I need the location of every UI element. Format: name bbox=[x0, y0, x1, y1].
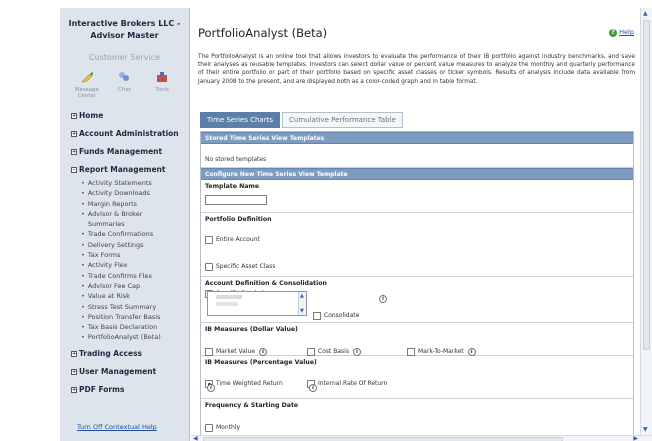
submenu-label: Stress Test Summary bbox=[87, 302, 157, 311]
customer-service-icons bbox=[68, 70, 181, 99]
template-name-row bbox=[201, 180, 633, 213]
chat-icon bbox=[117, 70, 131, 84]
account-title-line1: Interactive Brokers LLC - bbox=[68, 19, 181, 28]
submenu-item-tax-basis-declaration[interactable] bbox=[81, 322, 189, 332]
info-icon[interactable]: i bbox=[468, 348, 476, 356]
help-label: Help bbox=[619, 28, 634, 36]
scroll-thumb[interactable] bbox=[203, 437, 563, 441]
sidebar-item-label: Account Administration bbox=[79, 129, 179, 138]
option-label: Monthly bbox=[216, 424, 241, 431]
option-label: Cost Basis bbox=[318, 348, 349, 355]
sidebar-item-label: User Management bbox=[79, 366, 157, 376]
consolidate-label: Consolidate bbox=[324, 312, 360, 319]
help-link[interactable] bbox=[609, 28, 634, 37]
sidebar-item-label: PDF Forms bbox=[79, 384, 125, 394]
scroll-up-icon[interactable]: ▲ bbox=[300, 293, 304, 299]
option-monthly[interactable] bbox=[205, 417, 629, 435]
submenu-label: Activity Downloads bbox=[87, 189, 150, 198]
percent-measures-row bbox=[201, 356, 633, 399]
submenu-label: Delivery Settings bbox=[87, 240, 144, 249]
turn-off-contextual-help-link[interactable]: Turn Off Contextual Help bbox=[77, 423, 157, 431]
tab-time-series-charts[interactable]: Time Series Charts bbox=[200, 112, 280, 128]
frequency-row bbox=[201, 399, 633, 435]
option-label: Internal Rate Of Return bbox=[318, 380, 388, 387]
account-entry[interactable] bbox=[216, 302, 238, 306]
percent-measures-label: IB Measures (Percentage Value) bbox=[205, 359, 317, 366]
sidebar-item-pdf-forms[interactable] bbox=[60, 383, 189, 401]
sidebar bbox=[60, 8, 190, 441]
scroll-thumb[interactable] bbox=[643, 20, 650, 350]
account-definition-row bbox=[201, 277, 633, 323]
option-label: Entire Account bbox=[216, 236, 260, 243]
expand-icon: + bbox=[72, 149, 77, 155]
template-panel bbox=[200, 131, 634, 435]
submenu-label: Advisor Fee Cap bbox=[87, 281, 141, 290]
collapse-icon: - bbox=[72, 167, 76, 173]
no-stored-templates-text: No stored templates bbox=[205, 156, 267, 163]
main-content bbox=[191, 8, 640, 435]
scroll-left-icon[interactable]: ◀ bbox=[193, 435, 198, 441]
scroll-down-icon[interactable]: ▼ bbox=[300, 308, 304, 314]
consolidate-checkbox[interactable] bbox=[313, 312, 321, 320]
consolidate-option[interactable] bbox=[313, 305, 359, 324]
submenu-label: Trade Confirmations bbox=[87, 230, 154, 239]
sidebar-item-label: Report Management bbox=[79, 165, 166, 174]
checkbox-market-value[interactable] bbox=[205, 348, 213, 356]
checkbox-mark-to-market[interactable] bbox=[407, 348, 415, 356]
sidebar-nav bbox=[60, 109, 189, 401]
submenu-item-activity-downloads[interactable] bbox=[81, 188, 189, 198]
scroll-right-icon[interactable]: ▶ bbox=[633, 435, 638, 441]
expand-icon: + bbox=[72, 368, 77, 375]
help-icon: ? bbox=[609, 29, 617, 37]
account-title-line2: Advisor Master bbox=[90, 31, 159, 40]
sidebar-item-label: Home bbox=[79, 111, 104, 120]
expand-icon: + bbox=[72, 386, 77, 393]
info-icon[interactable]: i bbox=[207, 384, 215, 392]
scroll-down-icon[interactable]: ▼ bbox=[643, 426, 648, 433]
page-title: PortfolioAnalyst (Beta) bbox=[198, 26, 328, 40]
option-internal-rate-of-return[interactable] bbox=[307, 373, 387, 392]
scroll-up-icon[interactable]: ▲ bbox=[643, 10, 648, 17]
tools-link[interactable] bbox=[147, 70, 177, 99]
submenu-item-position-transfer-basis[interactable] bbox=[81, 312, 189, 322]
view-tabs bbox=[200, 112, 405, 128]
message-center-link[interactable] bbox=[72, 70, 102, 99]
expand-icon: + bbox=[72, 131, 77, 137]
info-icon[interactable]: i bbox=[309, 384, 317, 392]
frequency-label: Frequency & Starting Date bbox=[205, 402, 299, 409]
portfolio-definition-row bbox=[201, 213, 633, 277]
message-center-icon bbox=[80, 70, 94, 84]
dollar-measures-label: IB Measures (Dollar Value) bbox=[205, 326, 298, 333]
submenu-item-advisor-fee-cap[interactable] bbox=[81, 281, 189, 291]
vertical-scrollbar[interactable] bbox=[640, 8, 652, 435]
listbox-scrollbar[interactable] bbox=[298, 292, 306, 315]
tools-label: Tools bbox=[155, 87, 169, 93]
message-center-label-2: Center bbox=[77, 93, 97, 99]
account-listbox[interactable] bbox=[207, 291, 307, 316]
option-specific-asset-class[interactable] bbox=[205, 256, 629, 275]
info-icon[interactable]: i bbox=[259, 348, 267, 356]
option-label: Market Value bbox=[216, 348, 256, 355]
radio-monthly[interactable] bbox=[205, 424, 213, 432]
submenu-label: Activity Flex bbox=[87, 261, 128, 270]
dollar-measures-row bbox=[201, 323, 633, 356]
submenu-label: Position Transfer Basis bbox=[87, 312, 161, 321]
template-name-input[interactable] bbox=[205, 195, 267, 205]
stored-templates-row bbox=[201, 144, 633, 168]
submenu-label: Activity Statements bbox=[87, 179, 152, 187]
template-name-label: Template Name bbox=[205, 183, 260, 190]
horizontal-scrollbar[interactable] bbox=[191, 435, 652, 441]
submenu-label: Tax Forms bbox=[87, 251, 121, 260]
submenu-label: Tax Basis Declaration bbox=[87, 323, 158, 332]
configure-template-header: Configure New Time Series View Template bbox=[201, 168, 633, 180]
submenu-item-delivery-settings[interactable] bbox=[81, 240, 189, 250]
sidebar-item-trading-access[interactable] bbox=[60, 347, 189, 365]
checkbox-cost-basis[interactable] bbox=[307, 348, 315, 356]
option-label: Time Weighted Return bbox=[216, 380, 283, 387]
submenu-item-advisor-broker-summaries[interactable] bbox=[81, 209, 189, 230]
account-definition-label: Account Definition & Consolidation bbox=[205, 280, 327, 287]
account-title bbox=[60, 18, 189, 42]
app-frame bbox=[60, 8, 652, 441]
info-icon[interactable]: i bbox=[379, 295, 387, 303]
submenu-item-value-at-risk[interactable] bbox=[81, 291, 189, 301]
sidebar-item-home[interactable] bbox=[60, 109, 189, 127]
option-label: Mark-To-Market bbox=[418, 348, 464, 355]
submenu-label: Margin Reports bbox=[87, 199, 138, 208]
sidebar-item-account-administration[interactable] bbox=[60, 127, 189, 145]
submenu-item-activity-flex[interactable] bbox=[81, 260, 189, 270]
submenu-item-portfolioanalyst[interactable] bbox=[81, 332, 189, 342]
submenu-label: PortfolioAnalyst (Beta) bbox=[87, 333, 161, 342]
expand-icon: + bbox=[72, 350, 77, 357]
customer-service-heading: Customer Service bbox=[89, 53, 160, 62]
intro-text: The PortfolioAnalyst is an online tool that allows investors to evaluate the performance of their IB portfolio against industry benchmarks, and save their analyses as reusable templates. Investors can select dollar value or percent value measures to analyze the monthly and quarterly performance of their entire portfolio or part of their portfolio based on specific asset classes or ticker symbols. Results of analysis include data available from January 2008 to the present, and are displayed both as a color-coded graph and in table format. bbox=[198, 54, 635, 85]
submenu-label: Trade Confirms Flex bbox=[87, 271, 153, 280]
message-center-label: Message bbox=[74, 87, 99, 93]
sidebar-item-funds-management[interactable] bbox=[60, 145, 189, 163]
radio-entire-account[interactable] bbox=[205, 236, 213, 244]
sidebar-item-label: Funds Management bbox=[79, 147, 163, 156]
submenu-item-margin-reports[interactable] bbox=[81, 199, 189, 209]
stored-templates-header: Stored Time Series View Templates bbox=[201, 132, 633, 144]
chat-label: Chat bbox=[118, 87, 131, 93]
option-time-weighted-return[interactable] bbox=[205, 373, 283, 392]
tools-icon bbox=[155, 70, 169, 84]
sidebar-item-user-management[interactable] bbox=[60, 365, 189, 383]
tab-cumulative-performance-table[interactable]: Cumulative Performance Table bbox=[282, 112, 403, 128]
option-label: Specific Asset Class bbox=[216, 263, 276, 270]
submenu-item-stress-test-summary[interactable] bbox=[81, 302, 189, 312]
submenu-item-tax-forms[interactable] bbox=[81, 250, 189, 260]
account-entry[interactable] bbox=[216, 295, 242, 299]
info-icon[interactable]: i bbox=[353, 348, 361, 356]
report-management-submenu bbox=[60, 178, 189, 343]
submenu-item-trade-confirmations[interactable] bbox=[81, 229, 189, 239]
portfolio-definition-label: Portfolio Definition bbox=[205, 216, 272, 223]
submenu-item-activity-statements[interactable] bbox=[81, 178, 189, 188]
submenu-item-trade-confirms-flex[interactable] bbox=[81, 271, 189, 281]
submenu-label: Value at Risk bbox=[87, 292, 130, 301]
radio-specific-asset-class[interactable] bbox=[205, 263, 213, 271]
chat-link[interactable] bbox=[109, 70, 139, 99]
option-entire-account[interactable] bbox=[205, 229, 629, 248]
sidebar-item-label: Trading Access bbox=[79, 348, 143, 358]
expand-icon: + bbox=[72, 113, 77, 119]
submenu-label: Advisor & Broker Summaries bbox=[87, 209, 143, 229]
